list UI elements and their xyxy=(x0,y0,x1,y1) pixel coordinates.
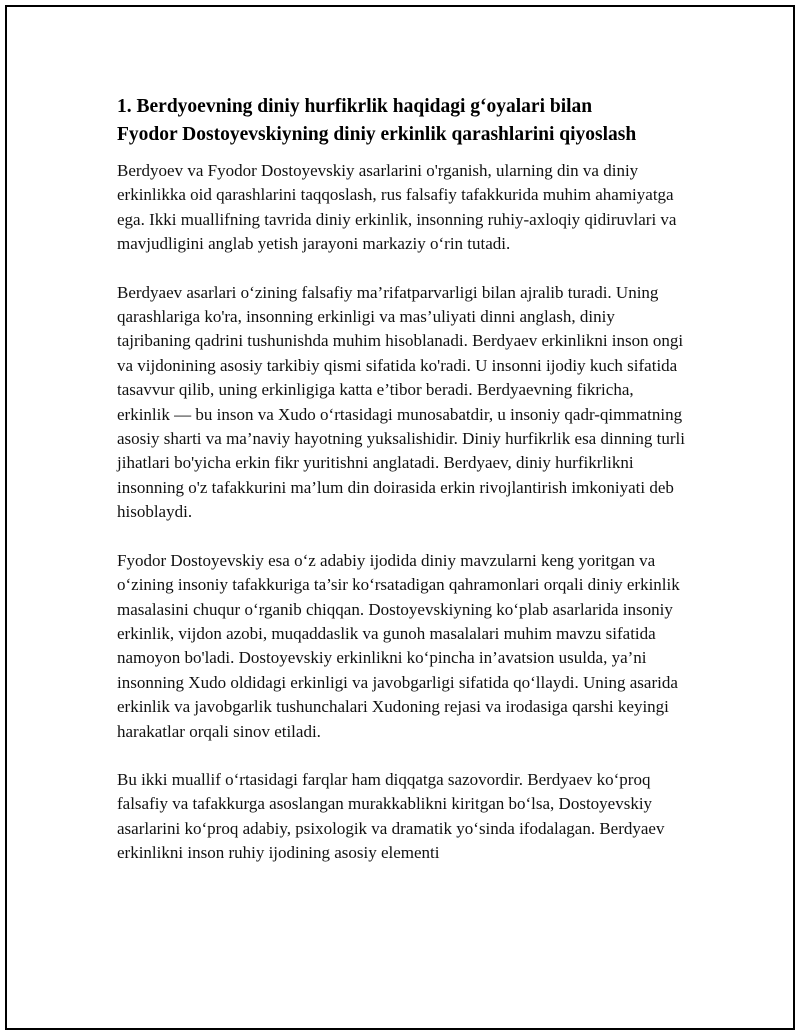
paragraph-differences: Bu ikki muallif o‘rtasidagi farqlar ham diqqatga sazovordir. Berdyaev ko‘proq falsafiy va tafakkurga asoslangan murakkablikni kiritgan bo‘lsa, Dostoyevskiy asarlarini ko‘proq adabiy, psixologik va dramatik yo‘sinda ifodalagan. Berdyaev erkinlikni inson ruhiy ijodining asosiy elementi xyxy=(117,769,665,863)
paragraph-berdyaev: Berdyaev asarlari o‘zining falsafiy ma’rifatparvarligi bilan ajralib turadi. Uning qarashlariga ko'ra, insonning erkinligi va mas’uliyati dinni anglash, diniy tajribaning qadrini tushunishda muhim hisoblanadi. Berdyaev erkinlikni inson ongi va vijdonining asosiy tarkibiy qismi sifatida ko'radi. U insonni ijodiy kuch sifatida tasavvur qilib, uning erkinligiga katta e’tibor beradi. Berdyaevning fikricha, erkinlik — bu inson va Xudo o‘rtasidagi munosabatdir, u insoniy qadr-qimmatning asosiy sharti va ma’naviy hayotning yuksalishidir. Diniy hurfikrlik esa dinning turli jihatlari bo'yicha erkin fikr yuritishni anglatadi. Berdyaev, diniy hurfikrlikni insonning o'z tafakkurini ma’lum din doirasida erkin rivojlantirish imkoniyati deb hisoblaydi. xyxy=(117,282,686,522)
paragraph-intro: Berdyoev va Fyodor Dostoyevskiy asarlarini o'rganish, ularning din va diniy erkinlikka oid qarashlarini taqqoslash, rus falsafiy tafakkurida muhim ahamiyatga ega. Ikki muallifning tavrida diniy erkinlik, insonning ruhiy-axloqiy qidiruvlari va mavjudligini anglab yetish jarayoni markaziy o‘rin tutadi. xyxy=(117,161,677,254)
document-body xyxy=(117,93,687,890)
section-heading xyxy=(117,93,687,149)
paragraph-dostoyevskiy: Fyodor Dostoyevskiy esa o‘z adabiy ijodida diniy mavzularni keng yoritgan va o‘zining insoniy tafakkuriga ta’sir ko‘rsatadigan qahramonlari orqali diniy erkinlik masalasini chuqur o‘rganib chiqqan. Dostoyevskiyning ko‘plab asarlarida insoniy erkinlik, vijdon azobi, muqaddaslik va gunoh masalalari muhim mavzu sifatida namoyon bo'ladi. Dostoyevskiy erkinlikni ko‘pincha in’avatsion usulda, ya’ni insonning Xudo oldidagi erkinligi va javobgarligi sifatida qo‘llaydi. Uning asarida erkinlik va javobgarlik tushunchalari Xudoning rejasi va irodasiga qarshi keyingi harakatlar orqali sinov etiladi. xyxy=(117,550,680,741)
heading-line-1: 1. Berdyoevning diniy hurfikrlik haqidagi g‘oyalari bilan xyxy=(117,96,593,117)
heading-line-2: Fyodor Dostoyevskiyning diniy erkinlik qarashlarini qiyoslash xyxy=(117,124,637,145)
